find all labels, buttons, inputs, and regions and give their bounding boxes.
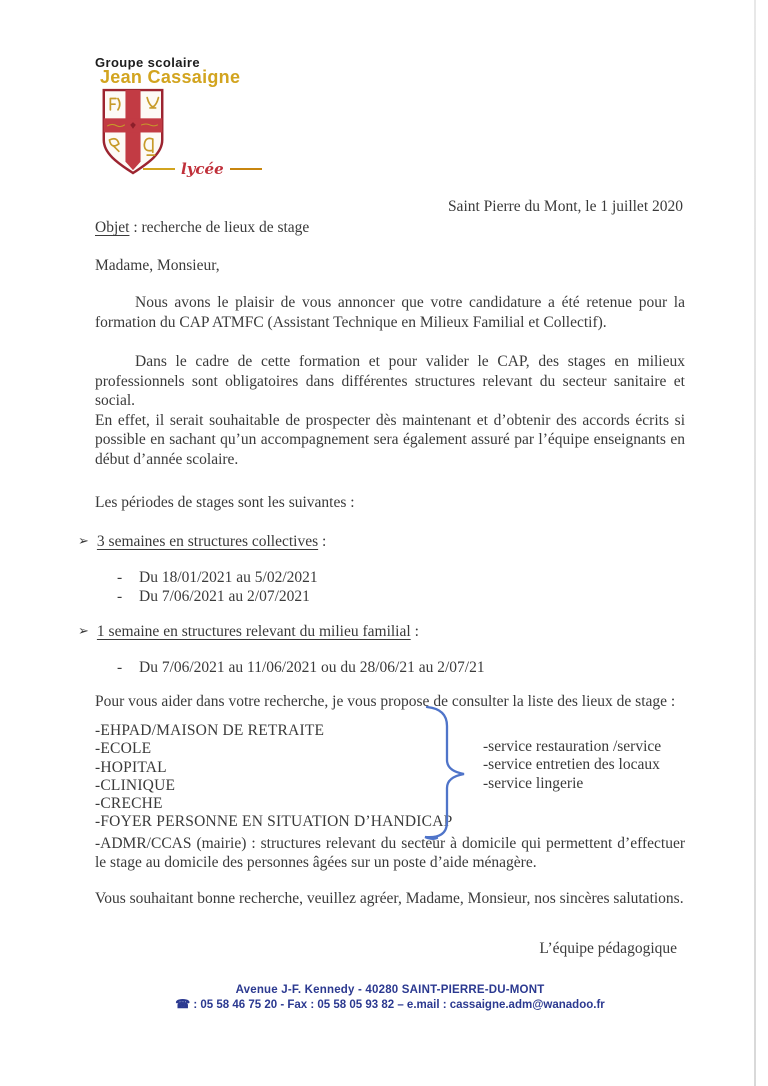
place-item: -ECOLE [95, 740, 152, 758]
logo-group-label: Groupe scolaire [95, 55, 200, 70]
scanned-page-edge [754, 0, 756, 1086]
date-item [117, 658, 685, 677]
curly-brace-annotation [417, 703, 475, 845]
section-familial-heading [78, 623, 685, 641]
footer-address: Avenue J-F. Kennedy - 40280 SAINT-PIERRE-DU-MONT [235, 984, 545, 997]
paragraph-admr: -ADMR/CCAS (mairie) : structures relevant du secteur à domicile qui permettent d’effectuer le stage au domicile des personnes âgées sur un poste d’aide ménagère. [95, 834, 685, 872]
letter-subject [95, 219, 685, 237]
section-heading-text: 3 semaines en structures collectives [96, 532, 319, 550]
dates-familial [95, 658, 685, 677]
footer-contacts [95, 997, 685, 1011]
heading-colon: : [410, 622, 419, 640]
dash-bullet: - [117, 568, 123, 586]
periods-intro: Les périodes de stages sont les suivantes : [95, 494, 355, 511]
section-heading-text: 1 semaine en structures relevant du milieu familial [96, 622, 411, 640]
date-item [117, 568, 685, 587]
school-logo [95, 55, 685, 180]
logo-school-name: Jean Cassaigne [100, 67, 241, 87]
service-item: -service restauration /service [483, 738, 662, 755]
subject-text: : recherche de lieux de stage [129, 219, 310, 236]
paragraph-closing: Vous souhaitant bonne recherche, veuillez agréer, Madame, Monsieur, nos sincères salutations. [95, 889, 684, 907]
logo-school-type: lycée [181, 160, 224, 178]
services-list [483, 738, 661, 793]
signature: L’équipe pédagogique [539, 940, 677, 958]
place-item: -FOYER PERSONNE EN SITUATION D’HANDICAP [95, 813, 453, 831]
service-item: -service lingerie [483, 774, 584, 792]
paragraph-prospection: En effet, il serait souhaitable de prospecter dès maintenant et d’obtenir des accords écrits si possible en sachant qu’un accompagnement sera également assuré par l’équipe enseignants en début d’année scolaire. [95, 411, 685, 468]
dash-bullet: - [117, 658, 123, 676]
letter-content [78, 0, 685, 1012]
footer-contacts-text: : 05 58 46 75 20 - Fax : 05 58 05 93 82 – e.mail : cassaigne.adm@wanadoo.fr [190, 999, 605, 1012]
letter-footer [95, 984, 685, 1011]
heading-colon: : [318, 532, 327, 550]
phone-icon: ☎ [175, 997, 191, 1012]
service-item: -service entretien des locaux [483, 756, 660, 774]
decorative-dash-icon [230, 168, 262, 170]
dates-collectives [95, 568, 685, 606]
logo-school-type-row [143, 160, 262, 178]
subject-label: Objet [95, 219, 130, 236]
paragraph-help: Pour vous aider dans votre recherche, je vous propose de consulter la liste des lieux de stage : [95, 692, 676, 710]
date-range: Du 7/06/2021 au 11/06/2021 ou du 28/06/21 au 2/07/21 [139, 658, 485, 676]
place-item: -CRECHE [95, 795, 163, 813]
place-item: -EHPAD/MAISON DE RETRAITE [95, 722, 325, 739]
date-item [117, 587, 685, 606]
arrow-bullet-icon: ➢ [78, 532, 89, 548]
place-item: -HOPITAL [95, 758, 167, 776]
section-collectives-heading [78, 533, 685, 551]
letter-salutation: Madame, Monsieur, [95, 257, 220, 274]
dash-bullet: - [117, 587, 123, 605]
date-range: Du 18/01/2021 au 5/02/2021 [139, 568, 318, 586]
place-item: -CLINIQUE [95, 776, 176, 794]
paragraph-stages-obligatoires: Dans le cadre de cette formation et pour valider le CAP, des stages en milieux professionnels sont obligatoires dans différentes structures relevant du secteur sanitaire et social. [95, 353, 685, 409]
decorative-dash-icon [143, 168, 175, 170]
arrow-bullet-icon: ➢ [78, 622, 89, 638]
letter-dateline: Saint Pierre du Mont, le 1 juillet 2020 [447, 198, 683, 215]
paragraph-candidature: Nous avons le plaisir de vous annoncer que votre candidature a été retenue pour la formation du CAP ATMFC (Assistant Technique en Milieux Familial et Collectif). [95, 294, 685, 331]
places-section [95, 722, 685, 832]
date-range: Du 7/06/2021 au 2/07/2021 [139, 587, 310, 605]
